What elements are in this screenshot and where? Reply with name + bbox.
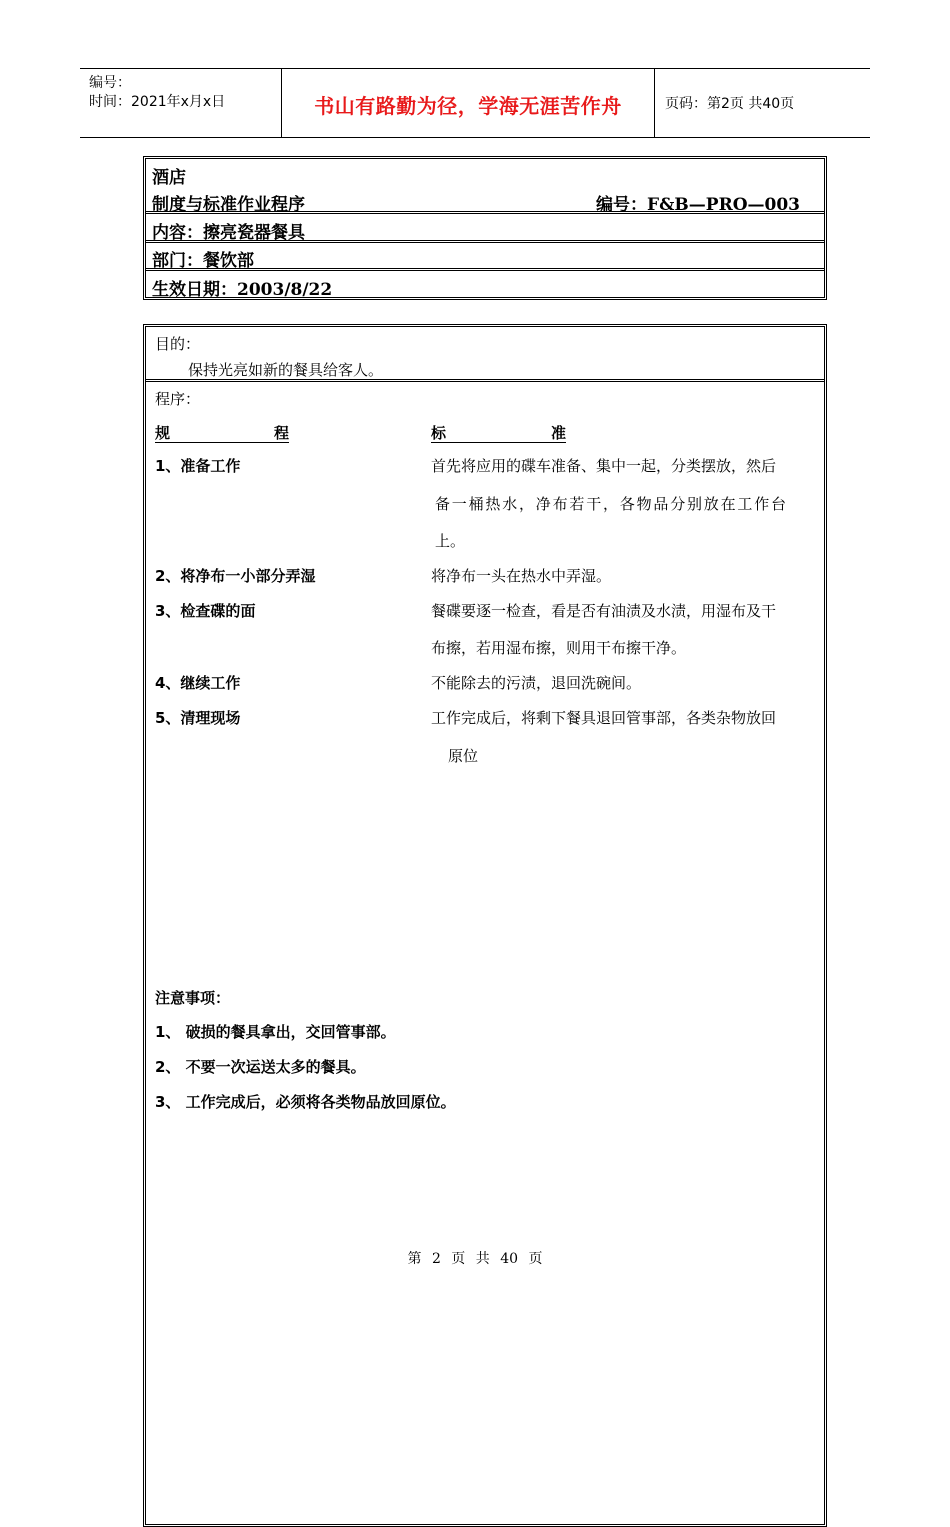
motto: 书山有路勤为径，学海无涯苦作舟 (314, 94, 622, 118)
page-header (80, 68, 870, 138)
header-motto-cell (282, 69, 655, 137)
document-code: 编号：F&B—PRO—003 (596, 195, 800, 215)
divider (146, 268, 824, 271)
document-title: 制度与标准作业程序 (152, 195, 305, 215)
step-process: 3、检查碟的面 (155, 602, 256, 620)
notes-label: 注意事项： (155, 989, 231, 1007)
step-process: 2、将净布一小部分弄湿 (155, 567, 316, 585)
note-item: 3、 工作完成后，必须将各类物品放回原位。 (155, 1093, 456, 1111)
purpose-label: 目的： (155, 335, 201, 353)
step-process: 1、准备工作 (155, 457, 241, 475)
purpose-text: 保持光亮如新的餐具给客人。 (188, 361, 384, 379)
note-item: 2、 不要一次运送太多的餐具。 (155, 1058, 366, 1076)
step-standard-line: 工作完成后，将剩下餐具退回管事部，各类杂物放回 (431, 709, 777, 727)
document-info-box (143, 156, 827, 300)
step-process: 4、继续工作 (155, 674, 241, 692)
number-label: 编号： (89, 75, 131, 91)
note-item: 1、 破损的餐具拿出，交回管事部。 (155, 1023, 396, 1041)
step-standard-line: 备一桶热水，净布若干，各物品分别放在工作台 (435, 495, 788, 513)
step-standard-line: 餐碟要逐一检查，看是否有油渍及水渍，用湿布及干 (431, 602, 777, 620)
procedure-box (143, 324, 827, 1527)
page-info: 页码：第2页 共40页 (665, 96, 795, 112)
header-meta-cell (80, 69, 282, 137)
step-standard-line: 将净布一头在热水中弄湿。 (431, 567, 612, 585)
page-footer: 第 2 页 共 40 页 (407, 1251, 543, 1267)
content-row: 内容：擦亮瓷器餐具 (152, 223, 305, 243)
column-header-process: 规 程 (155, 424, 289, 442)
step-standard-line: 首先将应用的碟车准备、集中一起，分类摆放，然后 (431, 457, 777, 475)
column-header-standard: 标 准 (431, 424, 566, 442)
divider (146, 240, 824, 243)
time-label: 时间：2021年x月x日 (89, 94, 226, 110)
step-standard-line: 布擦，若用湿布擦，则用干布擦干净。 (431, 639, 687, 657)
effective-date-row: 生效日期：2003/8/22 (152, 280, 333, 300)
step-process: 5、清理现场 (155, 709, 241, 727)
divider (146, 211, 824, 214)
procedure-label: 程序： (155, 390, 201, 408)
divider (146, 379, 824, 382)
step-standard-line: 上。 (435, 532, 466, 550)
step-standard-line: 不能除去的污渍，退回洗碗间。 (431, 674, 642, 692)
header-page-cell (655, 69, 870, 137)
hotel-name: 酒店 (152, 168, 186, 188)
step-standard-line: 原位 (448, 747, 479, 765)
department-row: 部门：餐饮部 (152, 251, 254, 271)
